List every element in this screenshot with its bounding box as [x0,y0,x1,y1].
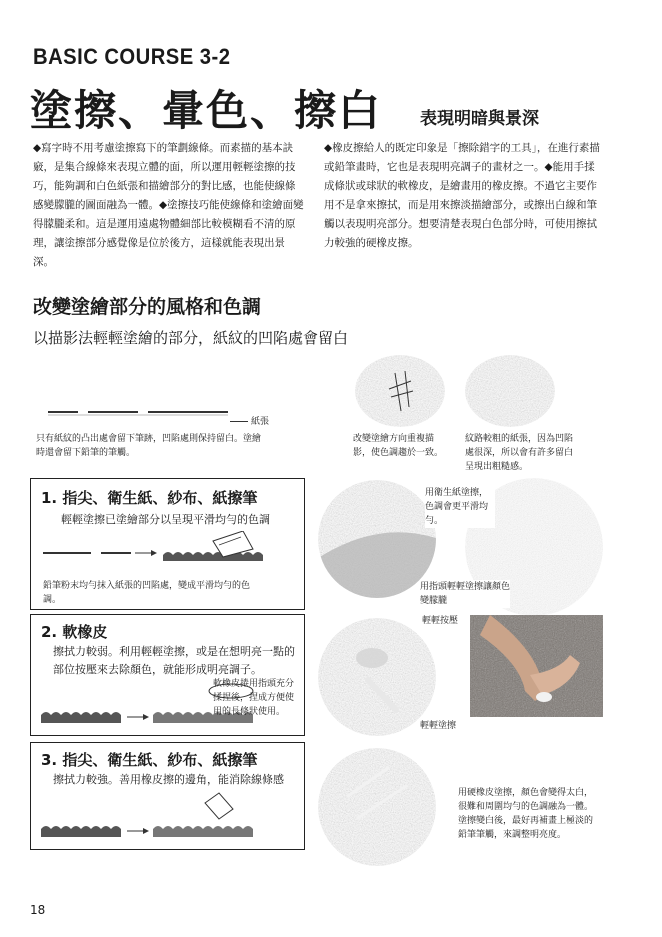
section-subheading: 以描影法輕輕塗繪的部分，紙紋的凹陷處會留白 [33,329,349,347]
paper-caption: 只有紙紋的凸出處會留下筆跡，凹陷處則保持留白。塗繪時還會留下鉛筆的筆觸。 [36,434,262,458]
technique-2-title: 2. 軟橡皮 [41,623,108,641]
technique-2-callout-bottom: 輕輕塗擦 [420,721,457,731]
technique-1-circle-left [318,480,436,598]
technique-3-desc: 擦拭力較強。善用橡皮擦的邊角，能消除線條感 [53,773,284,786]
technique-3-side-note: 用硬橡皮塗擦，顏色會變得太白，很難和周圍均勻的色調融為一體。塗擦變白後，最好再補畫上極淡的鉛筆筆觸，來調整明亮度。 [458,788,594,840]
technique-1-diagram [43,531,293,581]
technique-1-box [30,478,305,610]
technique-2-circle [318,618,436,736]
technique-1-callout-top: 用衛生紙塗擦，色調會更平滑均勻。 [425,486,495,528]
technique-3-diagram [41,789,301,845]
technique-3-title: 3. 指尖、衛生紙、紗布、紙擦筆 [41,751,258,769]
intro-left-text: ◆寫字時不用考慮塗擦寫下的筆劃線條。而素描的基本訣竅，是集合線條來表現立體的面，所以運用輕輕塗擦的技巧，能夠調和白色紙張和描繪部分的對比感，也能使線條感變朦朧的圖面融為一體。◆塗擦技巧能使線條和塗繪面變得朦朧柔和。這是運用遠處物體細部比較模糊看不清的原理，讓塗擦部分感覺像是位於後方，這樣就能表現出景深。 [33,142,304,268]
page-title: 塗擦、暈色、擦白 [30,86,383,135]
coarse-paper-caption: 紋路較粗的紙張，因為凹陷處很深，所以會有許多留白呈現出粗糙感。 [465,434,574,472]
technique-2-box [30,614,305,736]
paper-label: 紙張 [230,415,269,429]
technique-1-desc: 輕輕塗擦已塗繪部分以呈現平滑均勻的色調 [61,513,270,526]
technique-1-diagram-caption: 鉛筆粉末均勻抹入紙張的凹陷處，變成平滑均勻的色調。 [43,581,251,605]
hand-eraser-photo [470,615,603,717]
paper-surface-diagram [48,404,228,420]
page-number: 18 [30,903,46,917]
technique-3-circle [318,748,436,866]
technique-1-callout-bottom: 用指頭輕輕塗擦讓顏色變朦朧 [420,582,511,606]
technique-3-box [30,742,305,850]
intro-right-text: ◆橡皮擦給人的既定印象是「擦除錯字的工具」，在進行素描或鉛筆畫時，它也是表現明亮調子的畫材之一。◆能用手揉成條狀或球狀的軟橡皮，是繪畫用的橡皮擦。不過它主要作用不是拿來擦拭，而是用來擦淡描繪部分，或擦出白線和筆觸以表現明亮部分。想要清楚表現白色部分時，可使用擦拭力較強的硬橡皮擦。 [324,142,600,249]
technique-2-callout-top: 輕輕按壓 [422,616,459,626]
technique-2-diagram-caption: 軟橡皮捲用指頭充分揉捏後，捏成方便使用的長條狀使用。 [213,679,295,717]
crosshatch-caption: 改變塗繪方向重複描影，使色調趨於一致。 [353,434,444,458]
section-heading: 改變塗繪部分的風格和色調 [33,296,262,318]
crosshatch-sample-circle [355,355,445,427]
technique-1-title: 1. 指尖、衛生紙、紗布、紙擦筆 [41,489,258,507]
page-subtitle: 表現明暗與景深 [420,109,539,129]
course-label: BASIC COURSE 3-2 [33,44,231,69]
paper-profile-illustration [48,404,228,420]
technique-2-desc: 擦拭力較弱。利用輕輕塗擦，或是在想明亮一點的部位按壓來去除顏色，就能形成明亮調子。 [53,645,295,676]
coarse-paper-sample-circle [465,355,555,427]
